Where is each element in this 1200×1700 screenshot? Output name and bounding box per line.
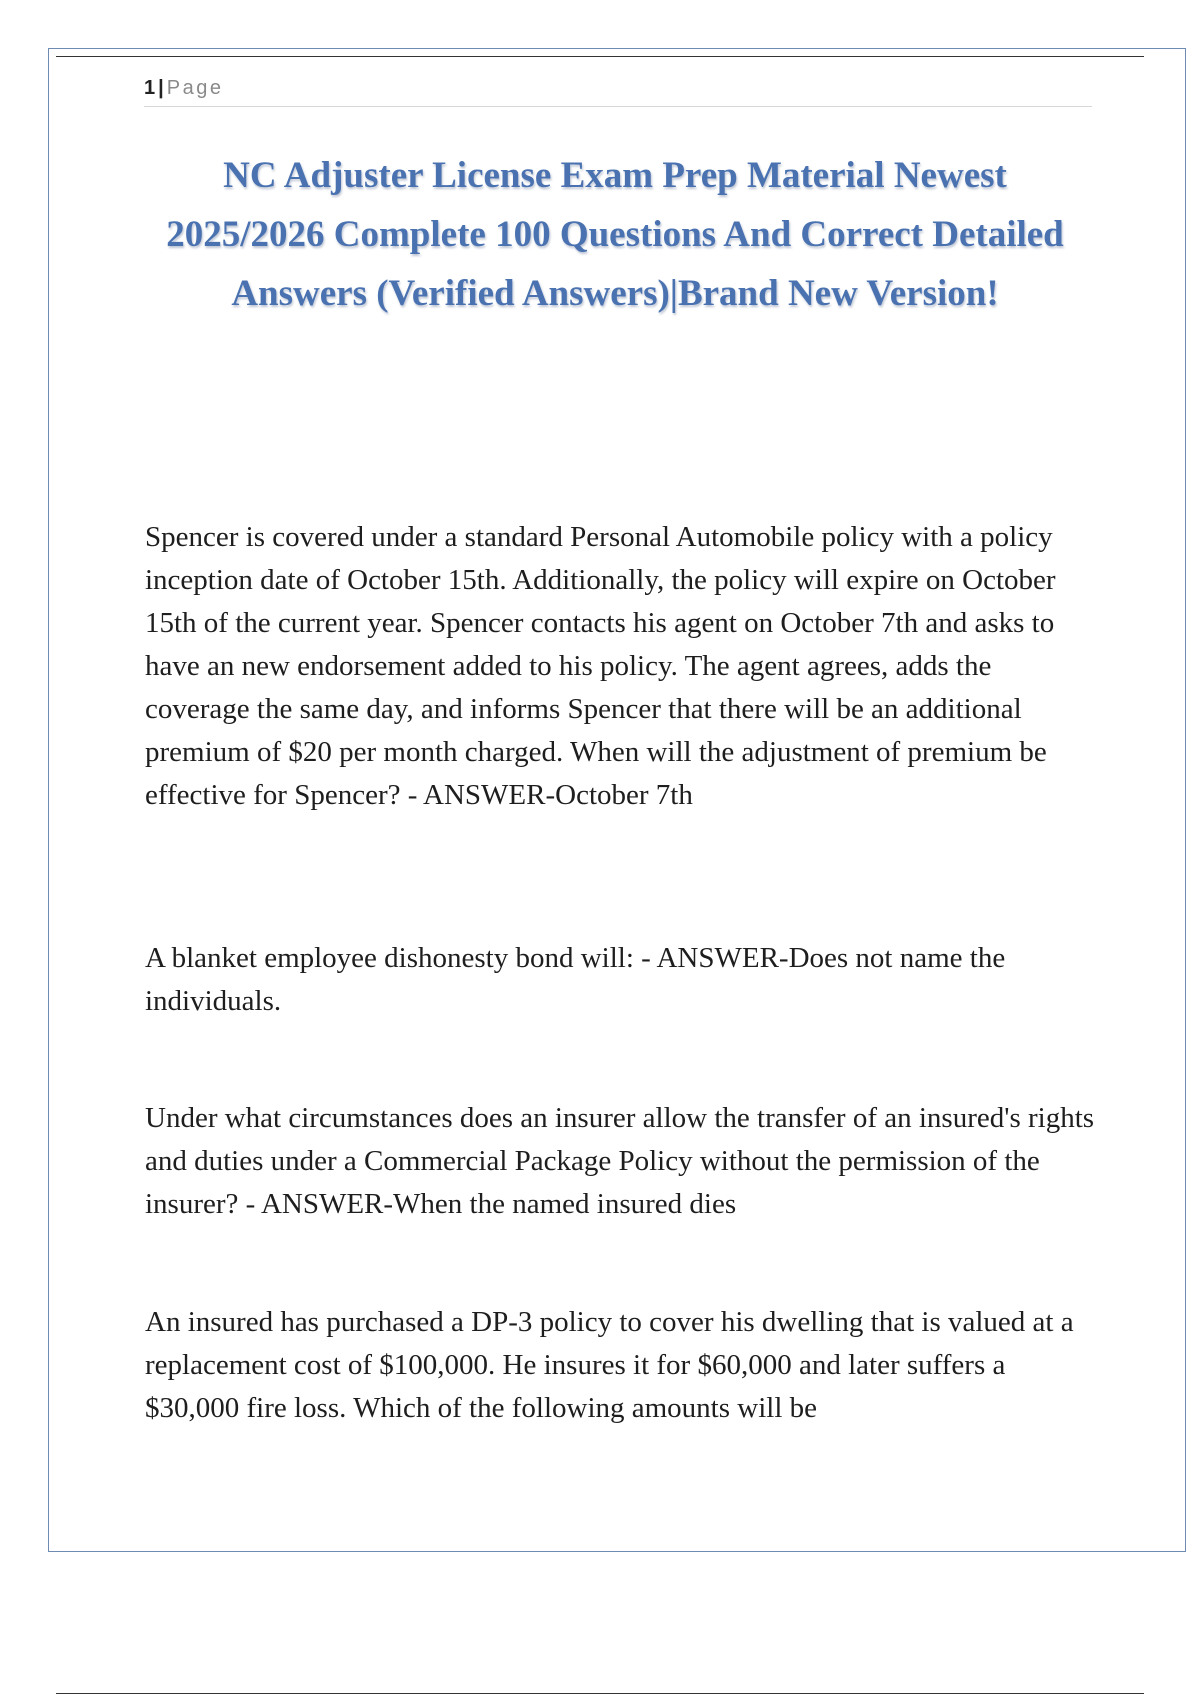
question-answer-4: An insured has purchased a DP-3 policy to cover his dwelling that is valued at a replacement cost of $100,000. He insures it for $60,000 and later suffers a $30,000 fire loss. Which of the following amounts will be [145, 1306, 1074, 1424]
page-number: 1 [144, 77, 156, 99]
page-separator: | [158, 77, 164, 99]
question-answer-3: Under what circumstances does an insurer allow the transfer of an insured's rights and duties under a Commercial Package Policy without the permission of the insurer? - ANSWER-When the named insured dies [145, 1102, 1095, 1220]
page-label: Page [166, 77, 224, 99]
question-answer-2: A blanket employee dishonesty bond will: - ANSWER-Does not name the individuals. [145, 942, 1006, 1017]
question-answer-1: Spencer is covered under a standard Personal Automobile policy with a policy inception date of October 15th. Additionally, the policy will expire on October 15th of the current year. Spencer contacts his agent on October 7th and asks to have an new endorsement added to his policy. The agent agrees, adds the coverage the same day, and informs Spencer that there will be an additional premium of $20 per month charged. When will the adjustment of premium be effective for Spencer? - ANSWER-October 7th [145, 521, 1056, 811]
bottom-rule [56, 1693, 1144, 1694]
document-title: NC Adjuster License Exam Prep Material Newest 2025/2026 Complete 100 Questions And Correct Detailed Answers (Verified Answers)|Brand New Version! [166, 155, 1064, 314]
page-header [144, 74, 1092, 107]
top-rule [56, 56, 1144, 57]
